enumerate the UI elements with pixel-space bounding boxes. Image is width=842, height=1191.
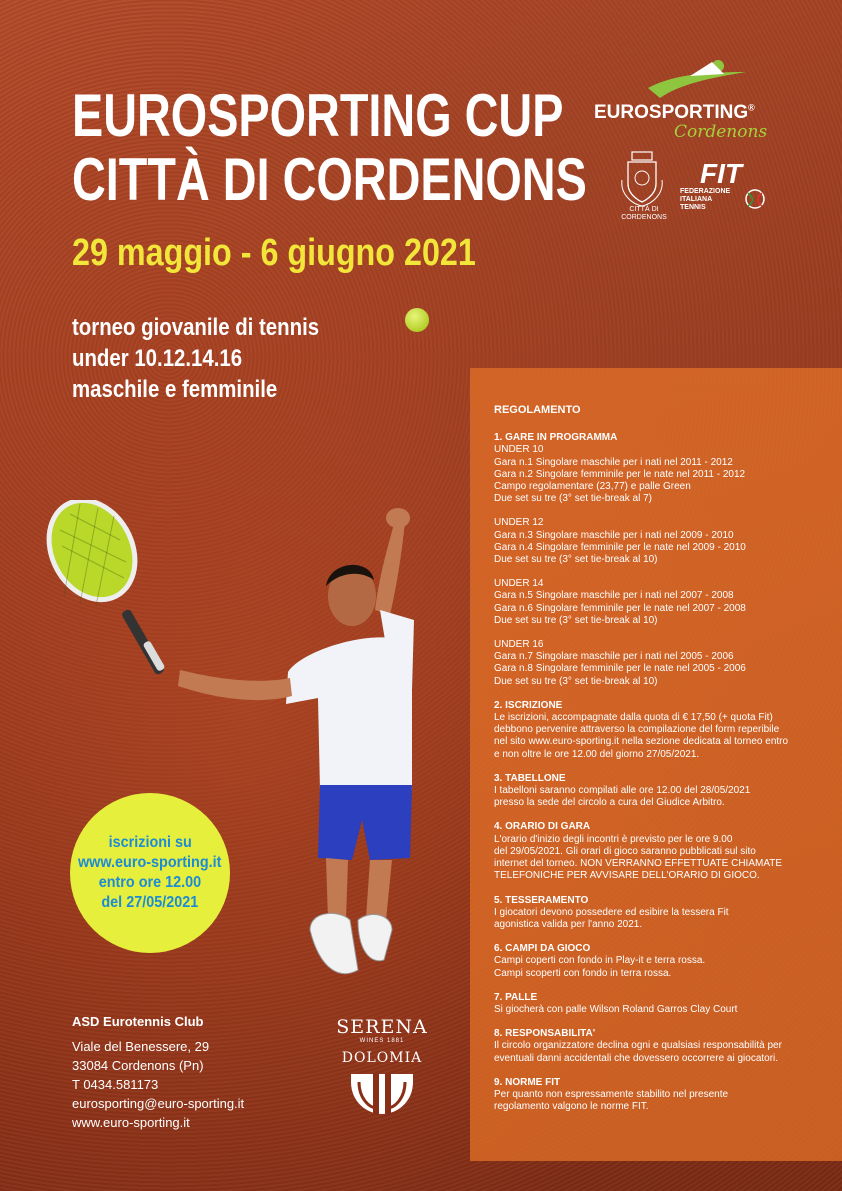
rules-section-8 <box>494 1028 824 1065</box>
section-title: 3. TABELLONE <box>494 772 566 784</box>
crest-label <box>614 206 674 222</box>
rule-line: I tabelloni saranno compilati alle ore 12.00 del 28/05/2021 <box>494 785 751 797</box>
rule-line: UNDER 12 <box>494 517 544 529</box>
title-line-2: CITTÀ DI CORDENONS <box>72 146 587 213</box>
crest-label-line-2: CORDENONS <box>621 214 667 221</box>
rule-line: nel sito www.euro-sporting.it nella sezione dedicata al torneo entro <box>494 736 789 748</box>
section-title: 5. TESSERAMENTO <box>494 894 589 906</box>
rule-line: UNDER 16 <box>494 639 544 651</box>
dolomia-emblem-icon <box>347 1068 417 1118</box>
subtitle-line-2: under 10.12.14.16 <box>72 345 243 372</box>
section-title: 2. ISCRIZIONE <box>494 699 563 711</box>
rule-line: Due set su tre (3° set tie-break al 10) <box>494 675 658 687</box>
fit-logo-text: FIT <box>700 158 742 189</box>
rule-line: del 29/05/2021. Gli orari di gioco saranno pubblicati sul sito <box>494 845 756 857</box>
signup-line-1: iscrizioni su <box>108 834 192 851</box>
signup-line-3: entro ore 12.00 <box>98 874 202 891</box>
rule-line: Si giocherà con palle Wilson Roland Garros Clay Court <box>494 1003 738 1015</box>
phone: T 0434.581173 <box>72 1077 159 1092</box>
rule-line: debbono pervenire attraverso la compilazione del form reperibile <box>494 724 780 736</box>
rule-line: UNDER 10 <box>494 444 544 456</box>
page-title <box>72 84 587 212</box>
rule-line: Gara n.4 Singolare femminile per le nate nel 2009 - 2010 <box>494 541 746 553</box>
rules-section-1 <box>494 432 824 688</box>
signup-line-4: del 27/05/2021 <box>101 894 199 911</box>
subtitle-line-3: maschile e femminile <box>72 376 278 403</box>
logos <box>590 58 790 228</box>
event-dates: 29 maggio - 6 giugno 2021 <box>72 232 476 274</box>
fit-logo <box>680 158 772 218</box>
rule-line: Gara n.2 Singolare femminile per le nate nel 2011 - 2012 <box>494 468 746 480</box>
fit-sub-line-1: FEDERAZIONE <box>680 188 731 195</box>
rules-content <box>494 404 824 1125</box>
section-title: 6. CAMPI DA GIOCO <box>494 943 591 955</box>
section-title: 7. PALLE <box>494 991 538 1003</box>
section-title: 8. RESPONSABILITA' <box>494 1028 596 1040</box>
fit-ball-icon <box>744 188 766 210</box>
serena-sub: WINES 1881 <box>359 1038 405 1044</box>
rule-line: agonistica valida per l'anno 2021. <box>494 918 643 930</box>
rules-heading: REGOLAMENTO <box>494 404 581 416</box>
rule-line: UNDER 14 <box>494 578 544 590</box>
rule-line: eventuali danni accidentali che dovessero occorrere ai giocatori. <box>494 1052 779 1064</box>
rule-line: Gara n.3 Singolare maschile per i nati nel 2009 - 2010 <box>494 529 734 541</box>
rule-line: Gara n.1 Singolare maschile per i nati nel 2011 - 2012 <box>494 456 733 468</box>
eurosporting-swoosh-icon <box>640 58 750 100</box>
rule-line: I giocatori devono possedere ed esibire la tessera Fit <box>494 906 729 918</box>
rules-section-5 <box>494 895 824 932</box>
rule-line: TELEFONICHE PER AVVISARE DELL'ORARIO DI GIOCO. <box>494 870 760 882</box>
rules-section-4 <box>494 821 824 882</box>
tennis-ball-icon <box>405 308 429 332</box>
racket-icon <box>40 500 165 676</box>
rule-line: internet del torneo. NON VERRANNO EFFETTUATE CHIAMATE <box>494 858 783 870</box>
brand-name: EUROSPORTING <box>594 102 749 123</box>
eurosporting-logo <box>594 102 755 124</box>
crest-label-line-1: CITTÀ DI <box>629 206 659 213</box>
rule-line: Campo regolamentare (23,77) e palle Green <box>494 481 691 493</box>
website-link[interactable]: www.euro-sporting.it <box>72 1115 190 1130</box>
under-10-block <box>494 444 824 505</box>
subtitle-line-1: torneo giovanile di tennis <box>72 314 320 341</box>
rules-section-9 <box>494 1077 824 1114</box>
city: 33084 Cordenons (Pn) <box>72 1058 204 1073</box>
rule-line: Due set su tre (3° set tie-break al 10) <box>494 614 658 626</box>
under-12-block <box>494 517 824 566</box>
fit-sub-line-3: TENNIS <box>680 204 706 211</box>
rule-line: Campi coperti con fondo in Play-it e terra rossa. <box>494 955 706 967</box>
section-title: 1. GARE IN PROGRAMMA <box>494 432 618 444</box>
address: Viale del Benessere, 29 <box>72 1039 210 1054</box>
rule-line: Due set su tre (3° set tie-break al 7) <box>494 493 652 505</box>
rule-line: Gara n.6 Singolare femminile per le nate nel 2007 - 2008 <box>494 602 746 614</box>
rule-line: Il circolo organizzatore declina ogni e qualsiasi responsabilità per <box>494 1040 782 1052</box>
tournament-description <box>72 312 319 405</box>
signup-badge <box>70 793 230 953</box>
signup-link[interactable]: www.euro-sporting.it <box>78 854 222 871</box>
under-16-block <box>494 639 824 688</box>
contact-info <box>72 1012 244 1132</box>
rule-line: Gara n.8 Singolare femminile per le nate nel 2005 - 2006 <box>494 663 746 675</box>
rule-line: Gara n.7 Singolare maschile per i nati nel 2005 - 2006 <box>494 651 734 663</box>
rules-section-6 <box>494 943 824 980</box>
brand-mark: ® <box>748 102 755 113</box>
email-link[interactable]: eurosporting@euro-sporting.it <box>72 1096 245 1111</box>
section-title: 4. ORARIO DI GARA <box>494 821 591 833</box>
rule-line: Per quanto non espressamente stabilito nel presente <box>494 1088 729 1100</box>
section-title: 9. NORME FIT <box>494 1076 561 1088</box>
rules-section-7 <box>494 992 824 1016</box>
rules-section-3 <box>494 773 824 810</box>
rule-line: L'orario d'inizio degli incontri è previsto per le ore 9.00 <box>494 833 733 845</box>
dolomia-logo: DOLOMIA <box>341 1050 423 1066</box>
fit-sub-line-2: ITALIANA <box>680 196 713 203</box>
title-line-1: EUROSPORTING CUP <box>72 82 564 149</box>
rule-line: Gara n.5 Singolare maschile per i nati nel 2007 - 2008 <box>494 590 734 602</box>
serena-logo: SERENA <box>336 1016 428 1038</box>
sponsor-logos <box>330 1016 434 1126</box>
fit-logo-subtitle <box>680 188 730 212</box>
under-14-block <box>494 578 824 627</box>
rule-line: Due set su tre (3° set tie-break al 10) <box>494 554 658 566</box>
rule-line: regolamento valgono le norme FIT. <box>494 1101 649 1113</box>
rule-line: Campi scoperti con fondo in terra rossa. <box>494 967 672 979</box>
brand-sub: Cordenons <box>674 122 768 142</box>
club-name: ASD Eurotennis Club <box>72 1014 204 1029</box>
rule-line: Le iscrizioni, accompagnate dalla quota di € 17,50 (+ quota Fit) <box>494 712 773 724</box>
rules-section-2 <box>494 700 824 761</box>
rule-line: presso la sede del circolo a cura del Giudice Arbitro. <box>494 797 725 809</box>
rule-line: e non oltre le ore 12.00 del giorno 27/05/2021. <box>494 748 700 760</box>
